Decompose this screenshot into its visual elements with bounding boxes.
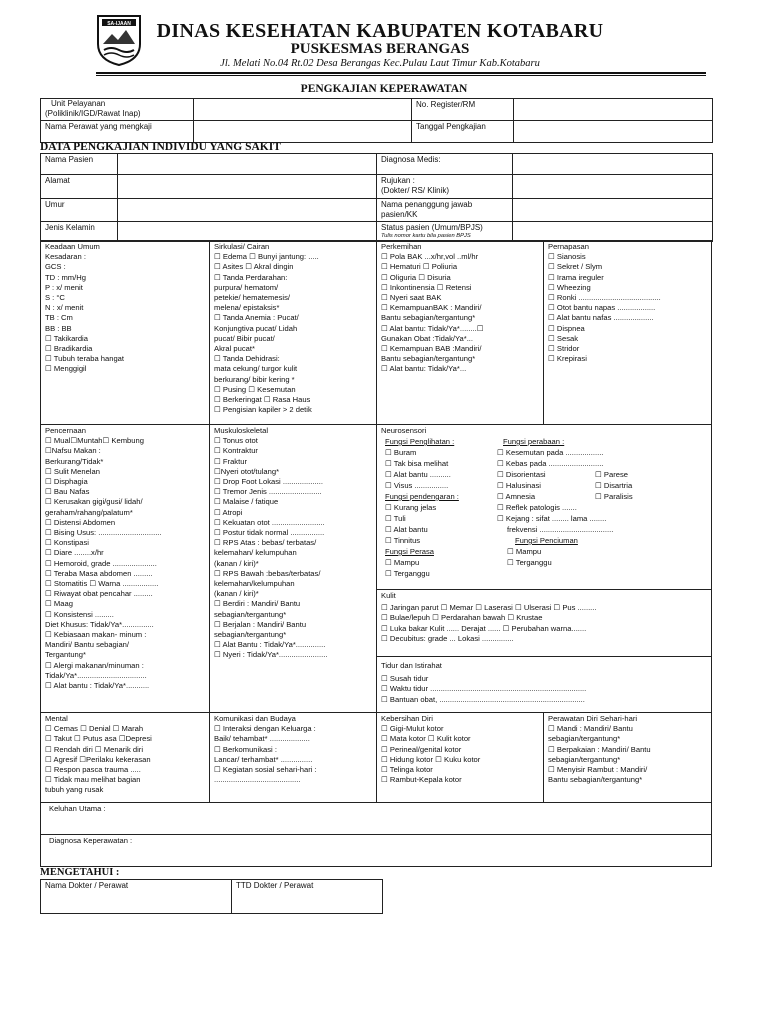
no-register-field[interactable]: [514, 99, 713, 121]
checklist-item: petekie/ hematemesis/: [214, 293, 290, 303]
alamat-label: Alamat: [41, 175, 118, 199]
checklist-item: sebagian/tergantung*: [548, 734, 621, 744]
checklist-item: purpura/ hematom/: [214, 282, 279, 292]
signature-table: [40, 879, 383, 914]
checklist-item: ☐ Tanda Anemia : Pucat/: [214, 313, 299, 323]
pencernaan-section: [40, 424, 210, 713]
checklist-item: ☐ Alat bantu: Tidak/Ya*...: [381, 364, 467, 374]
checklist-item: ☐ Nyeri saat BAK: [381, 293, 442, 303]
umur-field[interactable]: [118, 199, 377, 222]
pernapasan-section: [543, 240, 712, 425]
section-heading: Perawatan Diri Sehari-hari: [548, 714, 638, 723]
checklist-item: ☐ Pusing ☐ Kesemutan: [214, 384, 296, 394]
checklist-item: ☐ Berdiri : Mandiri/ Bantu: [214, 599, 301, 609]
checklist-item: ☐ Otot bantu napas ..................: [548, 303, 656, 313]
checklist-item: ☐ Atropi: [214, 507, 243, 517]
checklist-item: ☐Nyeri otot/tulang*: [214, 466, 280, 476]
checklist-item: ☐ Bau Nafas: [45, 487, 90, 497]
checklist-item: ☐ Asites ☐ Akral dingin: [214, 262, 294, 272]
header-rule-thick: [96, 72, 706, 74]
checklist-item: ☐ Hidung kotor ☐ Kuku kotor: [381, 754, 481, 764]
checklist-item: ☐ Alat Bantu : Tidak/Ya*..............: [214, 640, 326, 650]
section-heading: Pernapasan: [548, 242, 589, 251]
checklist-item: Mandiri/ Bantu sebagian/: [45, 640, 130, 650]
checklist-item: ☐ Tidak mau melihat bagian: [45, 775, 141, 785]
checklist-item: Baik/ tehambat* ...................: [214, 734, 310, 744]
rujukan-field[interactable]: [513, 175, 713, 199]
checklist-item: ☐ Sulit Menelan: [45, 466, 100, 476]
jenis-kelamin-field[interactable]: [118, 222, 377, 242]
nama-dokter-cell[interactable]: [41, 880, 232, 914]
checklist-item: ☐ Wheezing: [548, 282, 591, 292]
checklist-item: ☐ Gigi-Mulut kotor: [381, 724, 444, 734]
checklist-item: Kesadaran :: [45, 252, 86, 262]
checklist-item: mata cekung/ turgor kulit: [214, 364, 298, 374]
service-info-table: [40, 98, 713, 143]
org-name: DINAS KESEHATAN KABUPATEN KOTABARU: [156, 20, 604, 42]
checklist-item: ☐ Rendah diri ☐ Menarik diri: [45, 744, 144, 754]
kebersihan-diri-section: [376, 712, 544, 803]
section-title: DATA PENGKAJIAN INDIVIDU YANG SAKIT: [40, 141, 281, 153]
section-heading: Perkemihan: [381, 242, 422, 251]
checklist-item: ☐ Fraktur: [214, 456, 247, 466]
checklist-item: ☐ Alergi makanan/minuman :: [45, 660, 144, 670]
checklist-item: tubuh yang rusak: [45, 785, 104, 795]
nama-perawat-label: Nama Perawat yang mengkaji: [41, 121, 194, 143]
unit-name: PUSKESMAS BERANGAS: [290, 41, 470, 57]
checklist-item: ☐ Konsistensi .........: [45, 609, 114, 619]
checklist-item: ☐ Tanda Dehidrasi:: [214, 354, 280, 364]
checklist-item: ☐ Nyeri : Tidak/Ya*.......................: [214, 650, 328, 660]
checklist-item: ☐ Pola BAK ...x/hr,vol ..ml/hr: [381, 252, 479, 262]
regency-logo: [96, 14, 142, 66]
checklist-item: ☐ Mandi : Mandiri/ Bantu: [548, 724, 633, 734]
checklist-item: ☐ Alat bantu: Tidak/Ya*........☐: [381, 323, 484, 333]
alamat-field[interactable]: [118, 175, 377, 199]
checklist-item: ☐ Respon pasca trauma .....: [45, 765, 141, 775]
section-heading: Komunikasi dan Budaya: [214, 714, 296, 723]
checklist-item: Akral pucat*: [214, 344, 255, 354]
checklist-item: ☐ Takikardia: [45, 333, 88, 343]
checklist-item: ☐ Alat bantu nafas ...................: [548, 313, 654, 323]
checklist-item: ☐ Berkomunikasi :: [214, 744, 277, 754]
checklist-item: (kanan / kiri)*: [214, 589, 259, 599]
checklist-item: ☐ Kekuatan otot .........................: [214, 517, 325, 527]
keadaan-umum-section: [40, 240, 210, 425]
checklist-item: kelemahan/ kelumpuhan: [214, 548, 297, 558]
checklist-item: ☐ Agresif ☐Perilaku kekerasan: [45, 754, 151, 764]
checklist-item: ☐ Tonus otot: [214, 436, 258, 446]
checklist-item: ☐ Alat bantu : Tidak/Ya*...........: [45, 681, 150, 691]
checklist-item: Konjungtiva pucat/ Lidah: [214, 323, 298, 333]
section-heading: Muskuloskeletal: [214, 426, 269, 435]
checklist-item: kelemahan/kelumpuhan: [214, 579, 295, 589]
checklist-item: ☐ Kontraktur: [214, 446, 258, 456]
checklist-item: S : °C: [45, 293, 65, 303]
kulit-section: Kulit ☐ Jaringan parut ☐ Memar ☐ Laserasi ☐ Ulserasi ☐ Pus ......... ☐ Bulae/lepuh ☐ Perdarahan bawah ☐ Krustae ☐ Luka bakar Kulit ...... Derajat ...... ☐ Perubahan warna....... ☐ Decubitus: grade ... Lokasi ...............: [376, 589, 712, 657]
checklist-item: ☐ Ronki .......................................: [548, 293, 661, 303]
checklist-item: P : x/ menit: [45, 282, 83, 292]
nama-pasien-field[interactable]: [118, 154, 377, 175]
checklist-item: ☐ Tanda Perdarahan:: [214, 272, 288, 282]
sirkulasi-cairan-section: [209, 240, 377, 425]
checklist-item: ☐ Kebiasaan makan- minum :: [45, 630, 147, 640]
checklist-item: ☐ Postur tidak normal ................: [214, 528, 325, 538]
checklist-item: ☐ Bradikardia: [45, 344, 93, 354]
tidur-istirahat-section: Tidur dan Istirahat ☐ Susah tidur ☐ Waktu tidur .......................................................................... ☐ Bantuan obat, .....................................................................: [376, 656, 712, 713]
org-address: Jl. Melati No.04 Rt.02 Desa Berangas Kec.Pulau Laut Timur Kab.Kotabaru: [220, 58, 540, 69]
checklist-item: ☐ RPS Bawah :bebas/terbatas/: [214, 568, 321, 578]
checklist-item: TB : Cm: [45, 313, 73, 323]
section-heading: Keadaan Umum: [45, 242, 100, 251]
status-pasien-label: Status pasien (Umum/BPJS) Tulis nomor kartu bila pasien BPJS: [377, 222, 513, 242]
rujukan-label: Rujukan : (Dokter/ RS/ Klinik): [377, 175, 513, 199]
checklist-item: Tergantung*: [45, 650, 86, 660]
checklist-item: ☐ Mual☐Muntah☐ Kembung: [45, 436, 144, 446]
section-heading: Sirkulasi/ Cairan: [214, 242, 270, 251]
checklist-item: ☐ Oliguria ☐ Disuria: [381, 272, 451, 282]
checklist-item: ☐ Maag: [45, 599, 73, 609]
checklist-item: ☐ Drop Foot Lokasi ...................: [214, 477, 323, 487]
unit-pelayanan-field[interactable]: [194, 99, 412, 121]
ttd-dokter-label: TTD Dokter / Perawat: [236, 881, 314, 890]
checklist-item: ☐ Berjalan : Mandiri/ Bantu: [214, 619, 307, 629]
keluhan-utama-label: Keluhan Utama :: [49, 804, 106, 813]
checklist-item: (kanan / kiri)*: [214, 558, 259, 568]
keluhan-utama-box[interactable]: [40, 802, 712, 835]
jenis-kelamin-label: Jenis Kelamin: [41, 222, 118, 242]
checklist-item: ☐ Perineal/genital kotor: [381, 744, 462, 754]
checklist-item: ☐ Berpakaian : Mandiri/ Bantu: [548, 744, 651, 754]
checklist-item: ☐ Dispnea: [548, 323, 585, 333]
header-rule-thin: [96, 75, 706, 76]
muskuloskeletal-section: [209, 424, 377, 713]
nama-dokter-label: Nama Dokter / Perawat: [45, 881, 129, 890]
checklist-item: TD : mm/Hg: [45, 272, 86, 282]
tanggal-field[interactable]: [514, 121, 713, 143]
status-pasien-field[interactable]: [513, 222, 713, 242]
checklist-item: .........................................: [214, 775, 301, 785]
section-heading: Pencernaan: [45, 426, 86, 435]
checklist-item: ☐ Sesak: [548, 333, 579, 343]
penanggung-field[interactable]: [513, 199, 713, 222]
neurosensori-section: Neurosensori Fungsi Penglihatan : Fungsi perabaan : ☐ Buram ☐ Kesemutan pada .................. ☐ Tak bisa melihat ☐ Kebas pada .......................... ☐ Alat bantu .......... ☐ Disorientasi ☐ Parese ☐ Visus ................ ☐ Halusinasi ☐ Disartria Fungsi pendengaran : ☐ Amnesia ☐ Paralisis ☐ Kurang jelas ☐ Reflek patologis ....... ☐ Tuli ☐ Kejang : sifat ........ lama ........ ☐ Alat bantu frekvensi ................................... ☐ Tinnitus Fungsi Penciuman Fungsi Perasa ☐ Mampu ☐ Mampu ☐ Terganggu ☐ Terganggu: [376, 424, 712, 590]
checklist-item: ☐ Telinga kotor: [381, 765, 433, 775]
checklist-item: Berkurang/Tidak*: [45, 456, 104, 466]
komunikasi-budaya-section: [209, 712, 377, 803]
checklist-item: ☐ Takut ☐ Putus asa ☐Depresi: [45, 734, 152, 744]
checklist-item: ☐ Hemoroid, grade .....................: [45, 558, 157, 568]
checklist-item: GCS :: [45, 262, 66, 272]
no-register-label: No. Register/RM: [412, 99, 514, 121]
section-heading: Mental: [45, 714, 68, 723]
checklist-item: Bantu sebagian/tergantung*: [548, 775, 643, 785]
checklist-item: sebagian/tergantung*: [548, 754, 621, 764]
checklist-item: ☐ Stomatitis ☐ Warna .................: [45, 579, 159, 589]
diagnosa-medis-field[interactable]: [513, 154, 713, 175]
checklist-item: ☐ Menggigil: [45, 364, 87, 374]
checklist-item: ☐ Malaise / fatique: [214, 497, 279, 507]
checklist-item: ☐ Kemampuan BAB :Mandiri/: [381, 344, 482, 354]
checklist-item: berkurang/ bibir kering *: [214, 374, 295, 384]
tanggal-label: Tanggal Pengkajian: [412, 121, 514, 143]
checklist-item: ☐ Menyisir Rambut : Mandiri/: [548, 765, 648, 775]
diagnosa-medis-label: Diagnosa Medis:: [377, 154, 513, 175]
checklist-item: ☐ Tubuh teraba hangat: [45, 354, 125, 364]
checklist-item: ☐ Bising Usus: ..............................: [45, 528, 162, 538]
checklist-item: melena/ epistaksis*: [214, 303, 280, 313]
diagnosa-keperawatan-box[interactable]: [40, 834, 712, 867]
checklist-item: sebagian/tergantung*: [214, 630, 287, 640]
checklist-item: ☐ Krepirasi: [548, 354, 587, 364]
checklist-item: ☐ Diare ........x/hr: [45, 548, 104, 558]
penanggung-label: Nama penanggung jawab pasien/KK: [377, 199, 513, 222]
checklist-item: ☐ Rambut-Kepala kotor: [381, 775, 462, 785]
checklist-item: Tidak/Ya*.................................: [45, 670, 147, 680]
mental-section: [40, 712, 210, 803]
patient-table: [40, 153, 713, 242]
checklist-item: ☐ Sekret / Slym: [548, 262, 603, 272]
checklist-item: ☐ Stridor: [548, 344, 580, 354]
checklist-item: sebagian/tergantung*: [214, 609, 287, 619]
checklist-item: Bantu sebagian/tergantung*: [381, 354, 476, 364]
checklist-item: Gunakan Obat :Tidak/Ya*...: [381, 333, 474, 343]
checklist-item: pucat/ Bibir pucat/: [214, 333, 275, 343]
checklist-item: ☐ Riwayat obat pencahar .........: [45, 589, 153, 599]
checklist-item: ☐ Kerusakan gigi/gusi/ lidah/: [45, 497, 143, 507]
checklist-item: ☐ Teraba Masa abdomen .........: [45, 568, 153, 578]
checklist-item: ☐ Inkontinensia ☐ Retensi: [381, 282, 472, 292]
checklist-item: ☐ Tremor Jenis .........................: [214, 487, 322, 497]
checklist-item: ☐ Pengisian kapiler > 2 detik: [214, 405, 312, 415]
checklist-item: ☐ Disphagia: [45, 477, 88, 487]
checklist-item: ☐ Distensi Abdomen: [45, 517, 116, 527]
checklist-item: ☐ Edema ☐ Bunyi jantung: .....: [214, 252, 319, 262]
nama-perawat-field[interactable]: [194, 121, 412, 143]
umur-label: Umur: [41, 199, 118, 222]
checklist-item: BB : BB: [45, 323, 72, 333]
checklist-item: ☐ Kegiatan sosial sehari-hari :: [214, 765, 317, 775]
ttd-dokter-cell[interactable]: [232, 880, 383, 914]
checklist-item: ☐ RPS Atas : bebas/ terbatas/: [214, 538, 317, 548]
checklist-item: ☐ KemampuanBAK : Mandiri/: [381, 303, 482, 313]
checklist-item: ☐ Konstipasi: [45, 538, 89, 548]
section-heading: Kebersihan Diri: [381, 714, 433, 723]
checklist-item: ☐ Irama ireguler: [548, 272, 604, 282]
checklist-item: ☐Nafsu Makan :: [45, 446, 101, 456]
checklist-item: N : x/ menit: [45, 303, 84, 313]
checklist-item: ☐ Mata kotor ☐ Kulit kotor: [381, 734, 471, 744]
nama-pasien-label: Nama Pasien: [41, 154, 118, 175]
checklist-item: ☐ Hematuri ☐ Poliuria: [381, 262, 458, 272]
checklist-item: Bantu sebagian/tergantung*: [381, 313, 476, 323]
mengetahui-label: MENGETAHUI :: [40, 867, 120, 878]
perkemihan-section: [376, 240, 544, 425]
checklist-item: geraham/rahang/palatum*: [45, 507, 133, 517]
checklist-item: ☐ Cemas ☐ Denial ☐ Marah: [45, 724, 144, 734]
checklist-item: Diet Khusus: Tidak/Ya*...............: [45, 619, 154, 629]
unit-pelayanan-label: Unit Pelayanan (Poliklinik/IGD/Rawat Inap): [41, 99, 194, 121]
checklist-item: ☐ Interaksi dengan Keluarga :: [214, 724, 316, 734]
form-title: PENGKAJIAN KEPERAWATAN: [300, 83, 468, 95]
checklist-item: ☐ Berkeringat ☐ Rasa Haus: [214, 395, 311, 405]
checklist-item: ☐ Sianosis: [548, 252, 586, 262]
perawatan-diri-section: [543, 712, 712, 803]
diagnosa-keperawatan-label: Diagnosa Keperawatan :: [49, 836, 133, 845]
letterhead: [0, 0, 768, 80]
svg-text:SA-IJAAN: SA-IJAAN: [107, 21, 131, 27]
checklist-item: Lancar/ terhambat* ...............: [214, 754, 313, 764]
